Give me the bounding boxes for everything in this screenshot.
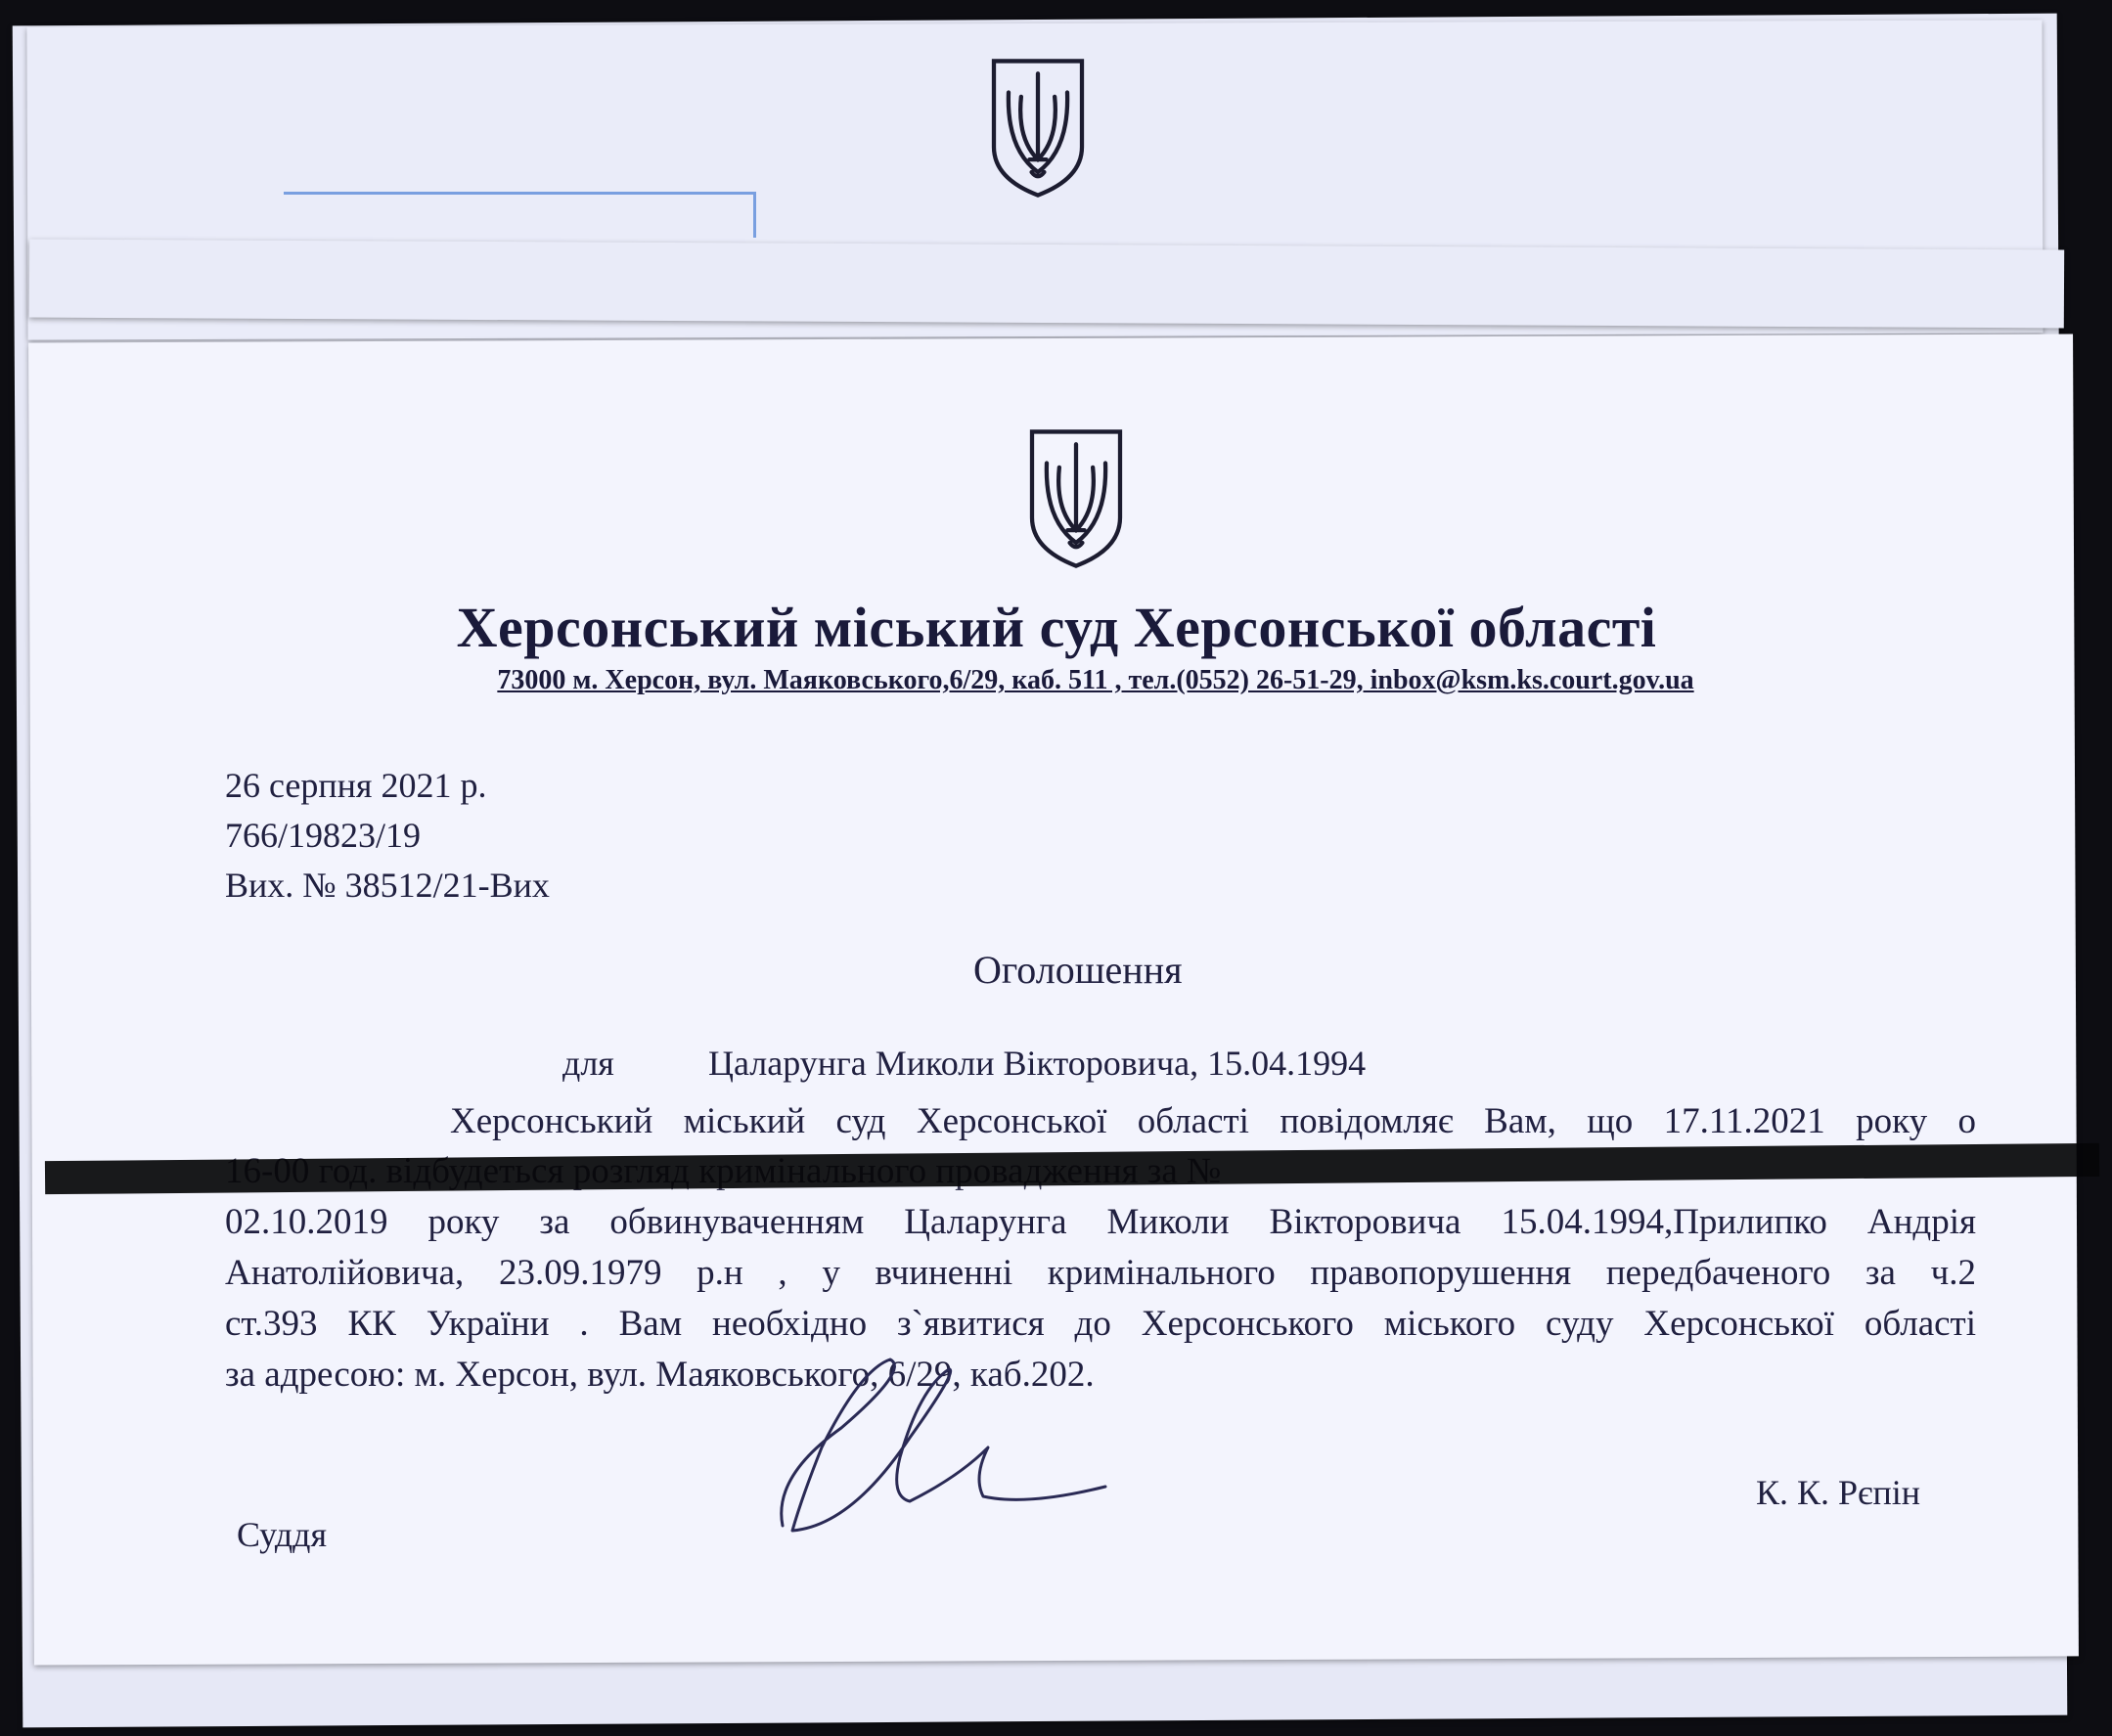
judge-name: К. К. Рєпін	[1756, 1473, 1921, 1512]
judge-label: Суддя	[237, 1515, 328, 1554]
court-title: Херсонський міський суд Херсонської області	[456, 596, 1657, 659]
body-line-4: Анатолійовича, 23.09.1979 р.н , у вчиненні кримінального правопорушення передбаченого за ч.2	[225, 1253, 1976, 1293]
body-line-3: 02.10.2019 року за обвинуваченням Цаларунга Миколи Вікторовича 15.04.1994,Прилипко Андрія	[225, 1202, 1976, 1242]
coat-of-arms-icon	[1022, 425, 1130, 572]
outgoing-number: Вих. № 38512/21-Вих	[225, 866, 550, 905]
notice-heading: Оголошення	[973, 948, 1183, 992]
addressee-name: Цаларунга Миколи Вікторовича, 15.04.1994	[708, 1044, 1367, 1083]
addressee	[562, 1043, 1366, 1084]
body-line-1: Херсонський міський суд Херсонської області повідомляє Вам, що 17.11.2021 року о	[450, 1101, 1976, 1141]
document-date: 26 серпня 2021 р.	[225, 766, 487, 805]
body-line-6: за адресою: м. Херсон, вул. Маяковського, 6/29, каб.202.	[225, 1355, 1095, 1395]
body-line-5: ст.393 КК України . Вам необхідно з`явитися до Херсонського міського суду Херсонської області	[225, 1304, 1976, 1344]
addressee-prefix: для	[562, 1044, 614, 1083]
court-address: 73000 м. Херсон, вул. Маяковського,6/29, каб. 511 , тел.(0552) 26-51-29, inbox@ksm.ks.court.gov.ua	[497, 665, 1694, 695]
signature	[763, 1330, 1115, 1555]
case-number: 766/19823/19	[225, 816, 422, 855]
